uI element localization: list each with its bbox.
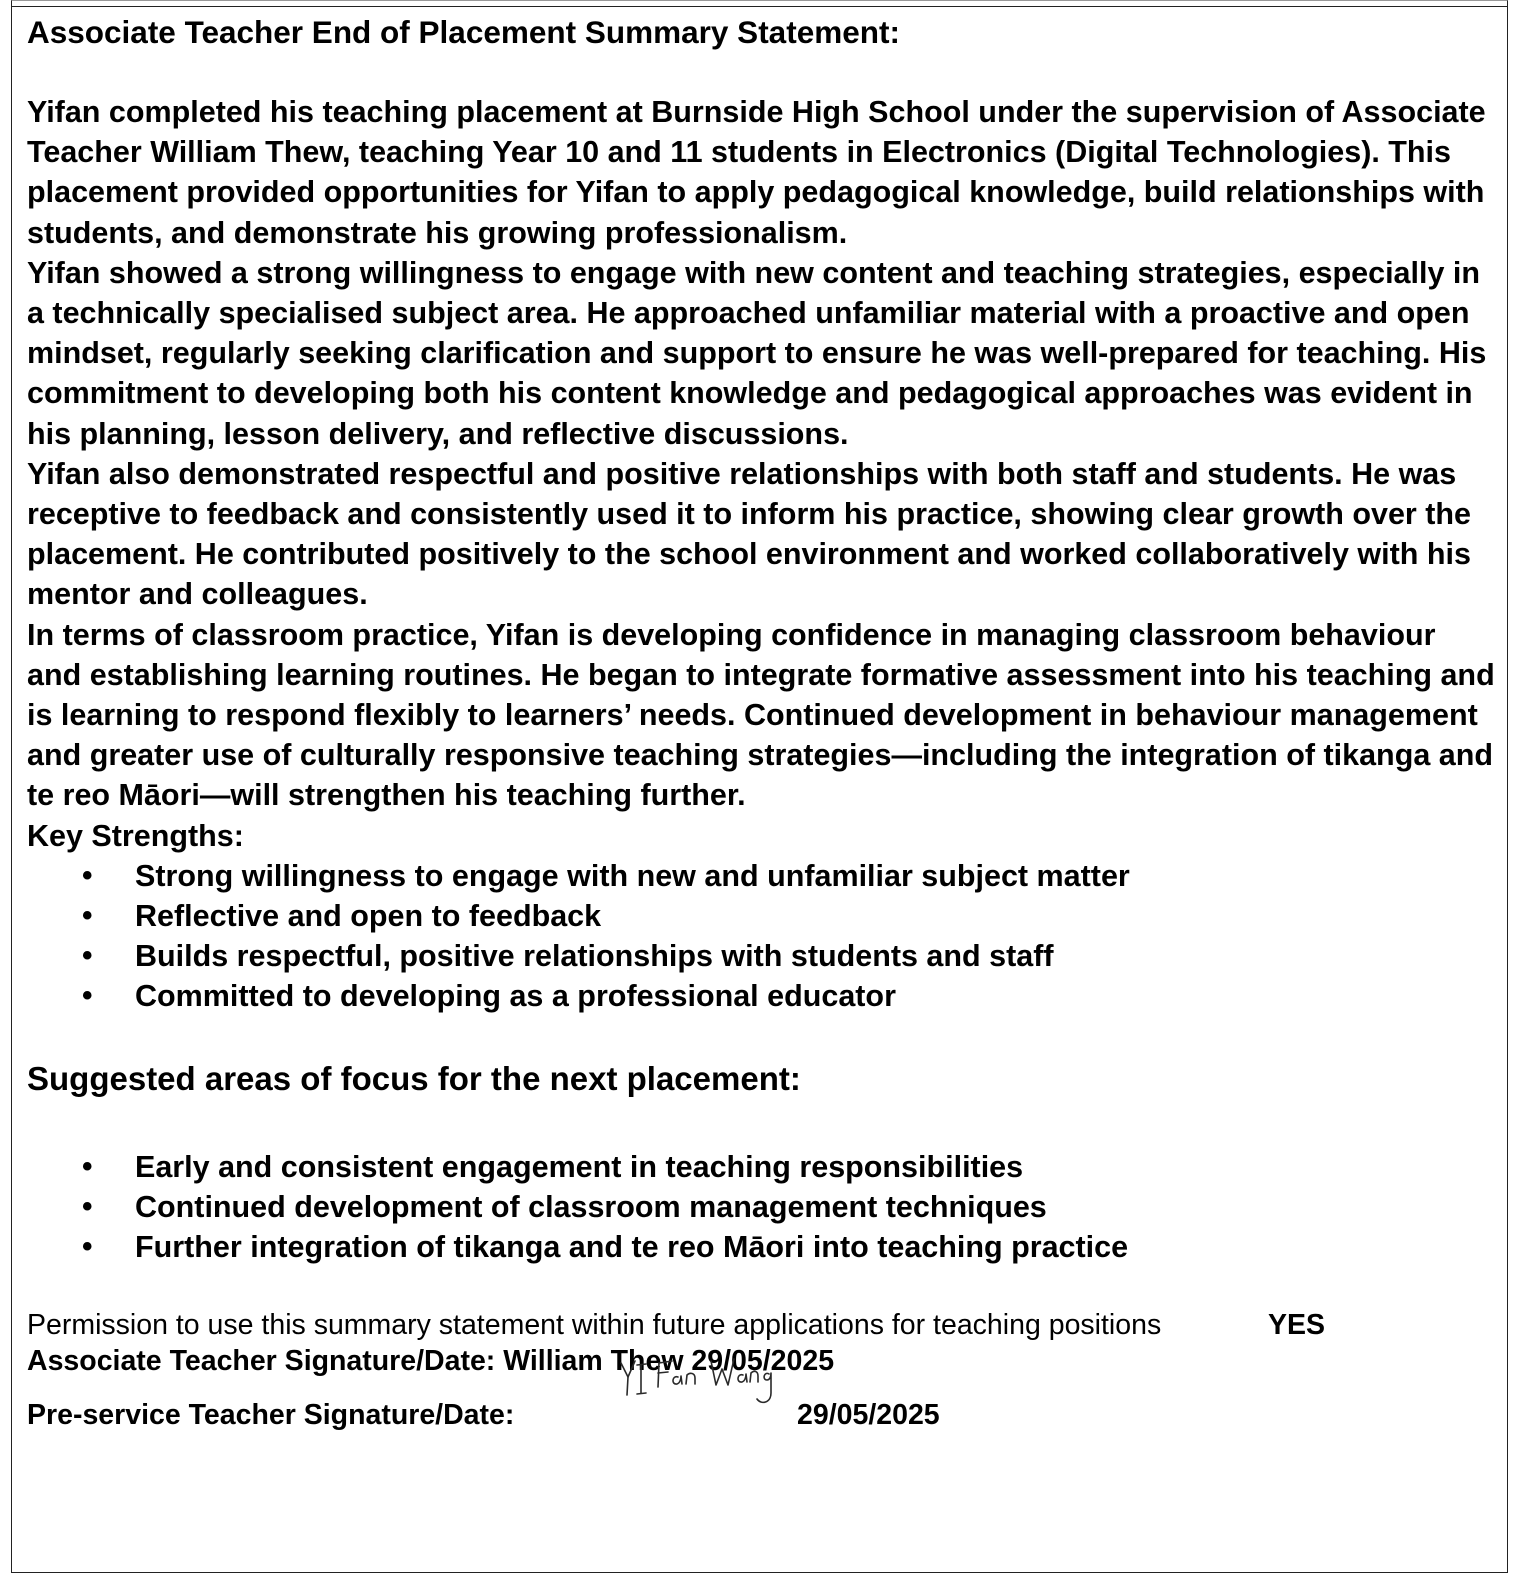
list-item: [27, 976, 1497, 1016]
list-item-text: Further integration of tikanga and te reo Māori into teaching practice: [135, 1230, 1129, 1265]
bullet-icon: •: [82, 1189, 93, 1223]
spacer: [27, 1267, 1497, 1307]
bullet-icon: •: [82, 1149, 93, 1183]
list-item-text: Continued development of classroom management techniques: [135, 1189, 1047, 1224]
preservice-signature-row: [27, 1379, 1497, 1439]
list-item-text: Strong willingness to engage with new and unfamiliar subject matter: [135, 858, 1130, 893]
paragraph-classroom-practice: In terms of classroom practice, Yifan is developing confidence in managing classroom behaviour and establishing learning routines. He began to integrate formative assessment into his teaching and is learning to respond flexibly to learners’ needs. Continued development in behaviour management and greater use of culturally responsive teaching strategies—including the integration of tikanga and te reo Māori—will strengthen his teaching further.: [27, 617, 1495, 813]
focus-heading: Suggested areas of focus for the next placement:: [27, 1059, 801, 1097]
bullet-icon: •: [82, 899, 93, 933]
list-item-text: Committed to developing as a professional educator: [135, 979, 896, 1014]
preservice-date: 29/05/2025: [797, 1399, 940, 1432]
permission-row: [27, 1307, 1497, 1343]
paragraph-relationships: Yifan also demonstrated respectful and positive relationships with both staff and students. He was receptive to feedback and consistently used it to inform his practice, showing clear growth over the placement. He contributed positively to the school environment and worked collaboratively with his mentor and colleagues.: [27, 456, 1471, 612]
preservice-label: Pre-service Teacher Signature/Date:: [27, 1399, 515, 1432]
handwritten-signature: [615, 1353, 775, 1413]
list-item-text: Early and consistent engagement in teaching responsibilities: [135, 1149, 1024, 1184]
bullet-icon: •: [82, 979, 93, 1013]
paragraph-placement-overview: Yifan completed his teaching placement at Burnside High School under the supervision of Associate Teacher William Thew, teaching Year 10 and 11 students in Electronics (Digital Technologies). This placement provided opportunities for Yifan to apply pedagogical knowledge, build relationships with students, and demonstrate his growing professionalism.: [27, 95, 1486, 250]
paragraph-engagement: Yifan showed a strong willingness to engage with new content and teaching strategies, especially in a technically specialised subject area. He approached unfamiliar material with a proactive and open mindset, regularly seeking clarification and support to ensure he was well-prepared for teaching. His commitment to developing both his content knowledge and pedagogical approaches was evident in his planning, lesson delivery, and reflective discussions.: [27, 255, 1487, 451]
list-item: [27, 936, 1497, 976]
spacer: [27, 1017, 1497, 1057]
list-item: [27, 1187, 1497, 1227]
summary-statement: [27, 12, 1497, 1439]
list-item-text: Builds respectful, positive relationships with students and staff: [135, 939, 1054, 974]
document-title: Associate Teacher End of Placement Summary Statement:: [27, 14, 900, 50]
spacer: [27, 52, 1497, 92]
list-item: [27, 856, 1497, 896]
list-item: [27, 1227, 1497, 1267]
bullet-icon: •: [82, 1230, 93, 1264]
spacer: [27, 1101, 1497, 1147]
associate-signature-line: Associate Teacher Signature/Date: William Thew 29/05/2025: [27, 1345, 835, 1378]
key-strengths-label: Key Strengths:: [27, 818, 244, 853]
list-item: [27, 896, 1497, 936]
bullet-icon: •: [82, 858, 93, 892]
focus-areas-list: [27, 1147, 1497, 1268]
key-strengths-list: [27, 856, 1497, 1017]
permission-text: Permission to use this summary statement within future applications for teaching positions: [27, 1309, 1162, 1342]
permission-answer: YES: [1268, 1309, 1326, 1342]
bullet-icon: •: [82, 939, 93, 973]
list-item-text: Reflective and open to feedback: [135, 899, 602, 934]
list-item: [27, 1147, 1497, 1187]
